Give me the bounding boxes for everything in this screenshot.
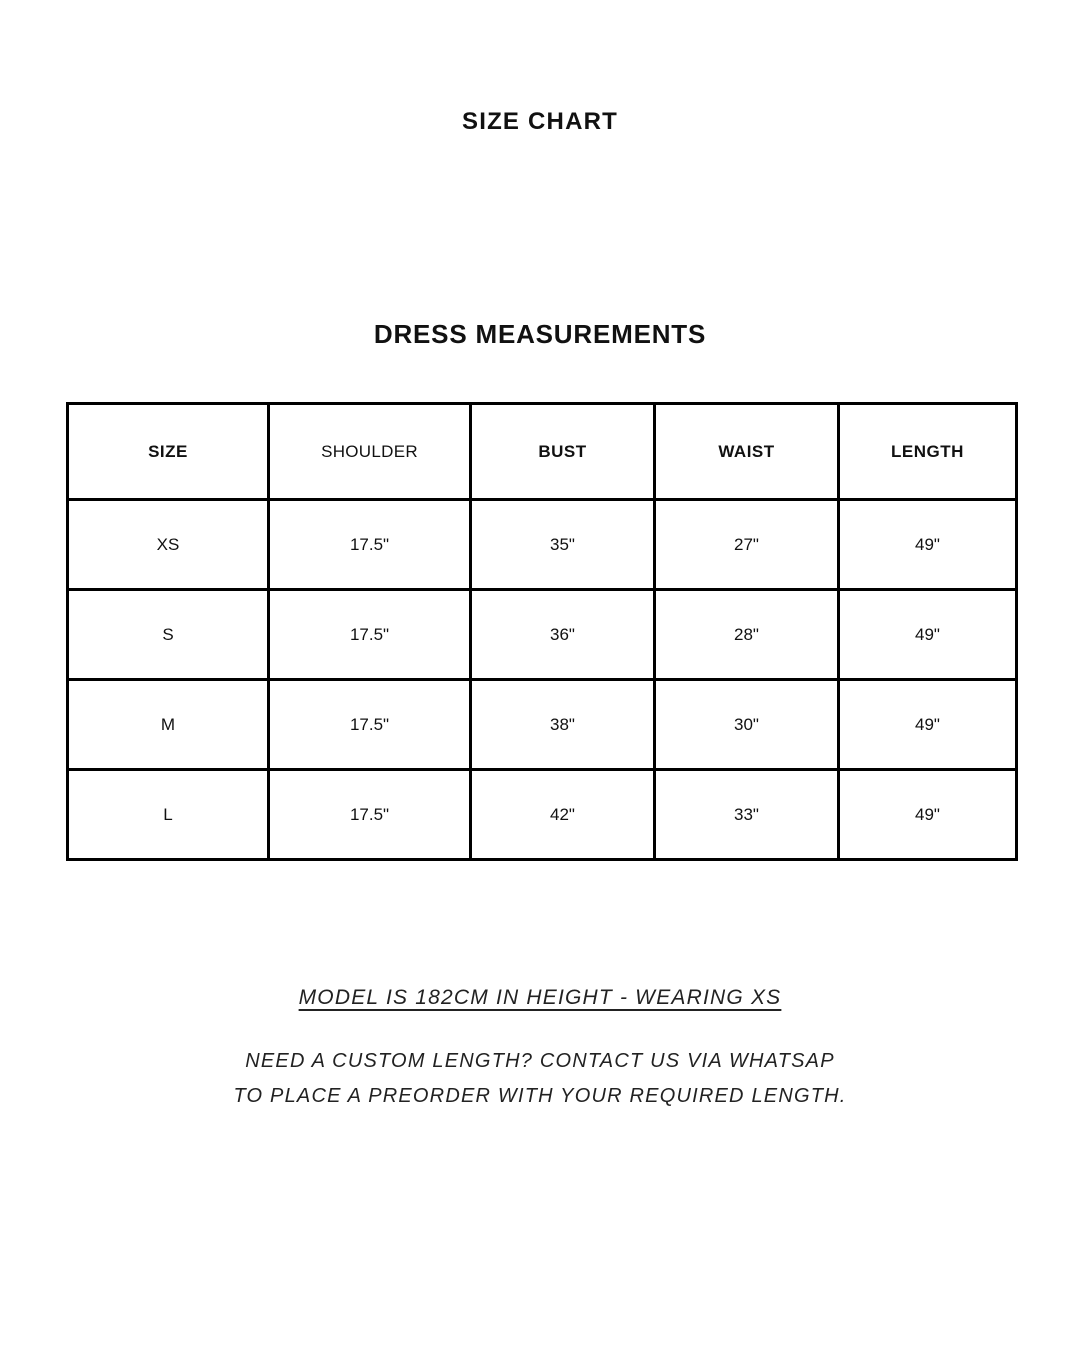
header-cell-length: LENGTH (839, 404, 1017, 500)
table-cell: S (68, 590, 269, 680)
table-row-xs (68, 500, 1017, 590)
table-cell: 49" (839, 590, 1017, 680)
table-cell: 49" (839, 770, 1017, 860)
table-cell: 17.5" (269, 500, 471, 590)
model-height-note (0, 986, 1080, 1010)
header-cell-shoulder: SHOULDER (269, 404, 471, 500)
table-row-s (68, 590, 1017, 680)
table-cell: M (68, 680, 269, 770)
header-cell-waist: WAIST (655, 404, 839, 500)
custom-length-note-line1: NEED A CUSTOM LENGTH? CONTACT US VIA WHATSAP (245, 1050, 835, 1072)
table-cell: 49" (839, 500, 1017, 590)
table-cell: 30" (655, 680, 839, 770)
table-cell: 38" (471, 680, 655, 770)
size-measurements-table (66, 402, 1018, 861)
table-cell: L (68, 770, 269, 860)
table-cell: 17.5" (269, 590, 471, 680)
table-header-row (68, 404, 1017, 500)
table-row-m (68, 680, 1017, 770)
table-cell: 49" (839, 680, 1017, 770)
table-cell: XS (68, 500, 269, 590)
section-title-dress-measurements: DRESS MEASUREMENTS (373, 319, 707, 349)
custom-length-note (0, 1044, 1080, 1114)
table-cell: 36" (471, 590, 655, 680)
table-cell: 42" (471, 770, 655, 860)
table-cell: 35" (471, 500, 655, 590)
table-cell: 28" (655, 590, 839, 680)
header-cell-size: SIZE (68, 404, 269, 500)
table-cell: 33" (655, 770, 839, 860)
table-cell: 17.5" (269, 680, 471, 770)
table-cell: 27" (655, 500, 839, 590)
table-row-l (68, 770, 1017, 860)
page-title: SIZE CHART (462, 108, 618, 135)
header-cell-bust: BUST (471, 404, 655, 500)
table-cell: 17.5" (269, 770, 471, 860)
model-height-note-text: MODEL IS 182CM IN HEIGHT - WEARING XS (298, 986, 782, 1009)
custom-length-note-line2: TO PLACE A PREORDER WITH YOUR REQUIRED LENGTH. (233, 1085, 847, 1107)
